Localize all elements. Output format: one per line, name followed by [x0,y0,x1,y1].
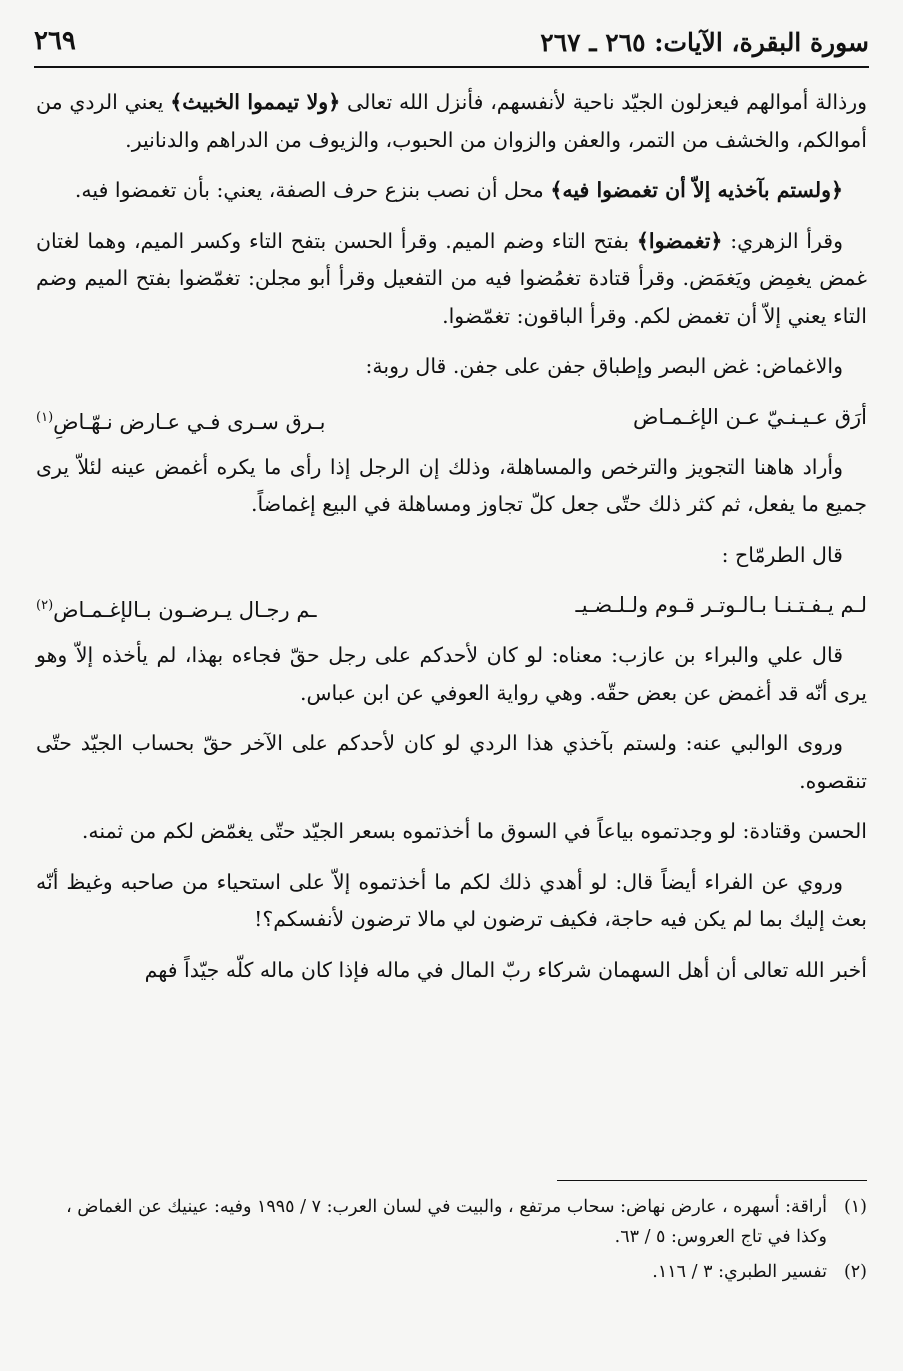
paragraph: وأراد هاهنا التجويز والترخص والمساهلة، وذلك إن الرجل إذا رأى ما يكره أغمض عينه لئلاّ يرى جميع ما يفعل، ثم كثر ذلك حتّى جعل كلّ تجاوز ومساهلة في البيع إغماضاً. [36,454,867,516]
verse-second-text: ـم رجـال يـرضـون بـالإغـمـاض [53,598,317,622]
paragraph-text: بفتح التاء وضم الميم. وقرأ الحسن بتفح التاء وكسر الميم، وهما لغتان غمض يغمِض ويَغمَض. وقرأ قتادة تغمُضوا فيه من التفعيل وقرأ أبو مجلن: تغمّضوا بفتح الميم وضم التاء يعني إلاّ أن تغمض لكم. وقرأ الباقون: تغمّضوا. [36,228,867,328]
paragraph: وروى الوالبي عنه: ولستم بآخذي هذا الردي لو كان لأحدكم على الآخر حقّ بحساب الجيّد حتّى تنقصوه. [36,731,867,793]
paragraph [36,84,867,159]
footnotes [36,1192,867,1292]
footnote-item [36,1257,867,1287]
verse-first-hemistich: أرَق عـيـنـيّ عـن الإغـمـاض [633,404,867,429]
footnote-marker[interactable]: (٢) [36,598,54,613]
verse-second-text: بـرق سـرى فـي عـارض نـهّـاضِ [53,409,326,434]
paragraph: والاغماض: غض البصر وإطباق جفن على جفن. قال روبة: [365,354,843,378]
paragraph-text: ورذالة أموالهم فيعزلون الجيّد ناحية لأنفسهم، فأنزل الله تعالى [340,90,868,114]
quran-quote: ﴿تغمضوا﴾ [636,228,723,253]
footnote-text: أراقة: أسهره ، عارض نهاض: سحاب مرتفع ، والبيت في لسان العرب: ٧ / ١٩٩٥ وفيه: عينيك عن الغماض ، وكذا في تاج العروس: ٥ / ٦٣. [66,1197,827,1247]
running-title: سورة البقرة، الآيات: ٢٦٥ ـ ٢٦٧ [540,28,869,57]
paragraph: الحسن وقتادة: لو وجدتموه بياعاً في السوق ما أخذتموه بسعر الجيّد حتّى يغمّض لكم من ثمنه. [81,819,867,843]
paragraph: قال علي والبراء بن عازب: معناه: لو كان لأحدكم على رجل حقّ فجاءه بهذا، لم يأخذه إلاّ وهو يرى أنّه قد أغمض عن بعض حقّه. وهي رواية العوفي عن ابن عباس. [36,643,867,705]
paragraph [36,172,867,210]
paragraph-text: يعني الردي من أموالكم، والخشف من التمر، والعفن والزوان من الحبوب، والزيوف من الدراهم والدنانير. [36,90,867,152]
poetry-verse [36,587,867,625]
paragraph-text: محل أن نصب بنزع حرف الصفة، يعني: بأن تغمضوا فيه. [74,178,551,202]
paragraph [36,223,867,336]
quran-quote: ﴿ولستم بآخذيه إلاّ أن تغمضوا فيه﴾ [550,178,843,202]
quran-quote: ﴿ولا تيمموا الخبيث﴾ [170,90,341,114]
footnote-number: (١) [843,1197,867,1217]
footnote-number: (٢) [843,1262,867,1282]
footnote-item [36,1192,867,1252]
page-header [34,22,869,68]
verse-first-hemistich: لـم يـفـتـنـا بـالـوتـر قـوم ولـلـضـيـ [575,593,867,617]
paragraph: قال الطرمّاح : [721,542,843,567]
footnote-marker[interactable]: (١) [36,409,54,425]
footnote-text: تفسير الطبري: ٣ / ١١٦. [652,1262,827,1282]
paragraph-text: وقرأ الزهري: [722,228,843,253]
main-text [36,84,867,1002]
verse-second-hemistich [36,587,316,630]
page-number: ٢٦٩ [34,26,76,56]
paragraph: وروي عن الفراء أيضاً قال: لو أهدي ذلك لكم ما أخذتموه إلاّ على استحياء من صاحبه وغيظ أنّه بعث إليك بما لم يكن فيه حاجة، فكيف ترضون لي مالا ترضون لأنفسكم؟! [36,869,867,931]
paragraph: أخبر الله تعالى أن أهل السهمان شركاء ربّ المال في ماله فإذا كان ماله كلّه جيّداً فهم [144,957,867,982]
verse-second-hemistich [36,399,325,442]
footnote-separator [557,1180,867,1181]
poetry-verse [36,399,867,437]
